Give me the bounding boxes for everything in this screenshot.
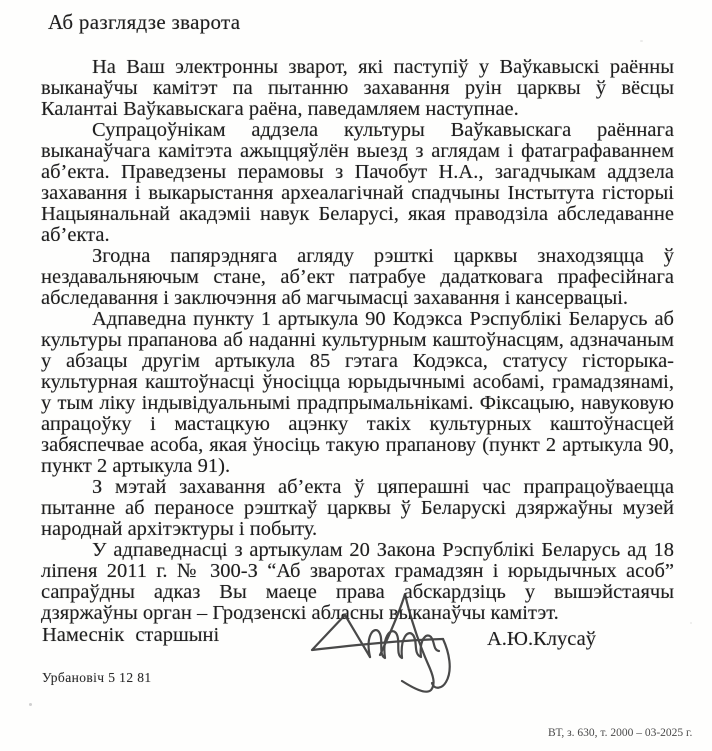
scan-speck [640, 40, 643, 42]
handwritten-signature-icon [295, 582, 485, 707]
paragraph: На Ваш электронны зварот, які паступіў у Ваўкавыскі раённы выканаўчы камітэт па пытанню захавання руін царквы ў вёсцы Калантаі Ваўкавыскага раёна, паведамляем наступнае. [41, 56, 674, 120]
paragraph: Супрацоўнікам аддзела культуры Ваўкавыскага раённага выканаўчага камітэта ажыццяўлён выезд з аглядам і фатаграфаваннем аб’екта. Праведзены перамовы з Пачобут Н.А., загадчыкам аддзела захавання і выкарыстання археалагічнай спадчыны Інстытута гісторыі Нацыянальнай акадэміі навук Беларусі, якая праводзіла абследаванне аб’екта. [41, 119, 674, 246]
scan-speck [29, 703, 32, 706]
executor-note: Урбановіч 5 12 81 [42, 670, 152, 685]
paragraph: Адпаведна пункту 1 артыкула 90 Кодэкса Рэспублікі Беларусь аб культуры прапанова аб наданні культурным каштоўнасцям, адзначаным у абзацы другім артыкула 85 гэтага Кодэкса, статусу гісторыка-культурная каштоўнасці ўносіцца юрыдычнымі асобамі, грамадзянамі, у тым ліку індывідуальнымі прадпрымальнікамі. Фіксацыю, навуковую апрацоўку і мастацкую ацэнку такіх культурных каштоўнасцей забяспечвае асоба, якая ўносіць такую прапанову (пункт 2 артыкула 90, пункт 2 артыкула 91). [41, 308, 674, 477]
signature-position-label: Намеснік старшыні [42, 624, 220, 646]
paragraph: У адпаведнасці з артыкулам 20 Закона Рэспублікі Беларусь ад 18 ліпеня 2011 г. № 300-З “Аб зваротах грамадзян і юрыдычных асоб” сапраўдны адказ Вы маеце права абскардзіць у вышэйстаячы дзяржаўны орган – Гродзенскі абласны выканаўчы камітэт. [41, 539, 674, 624]
print-reference: ВТ, з. 630, т. 2000 – 03-2025 г. [548, 727, 693, 739]
paragraph: З мэтай захавання аб’екта ў цяперашні час прапрацоўваецца пытанне аб пераносе рэшткаў царквы ў Беларускі дзяржаўны музей народнай архітэктуры і побыту. [41, 476, 674, 540]
signatory-name: А.Ю.Клусаў [487, 628, 596, 650]
document-body [41, 57, 674, 624]
paragraph: Згодна папярэдняга агляду рэшткі царквы знаходзяцца ў нездавальняючым стане, аб’ект патрабуе дадатковага прафесійнага абследавання і заключэння аб магчымасці захавання і кансервацыі. [41, 245, 674, 309]
scan-speck [690, 622, 692, 624]
document-title: Аб разглядзе зварота [48, 10, 241, 34]
